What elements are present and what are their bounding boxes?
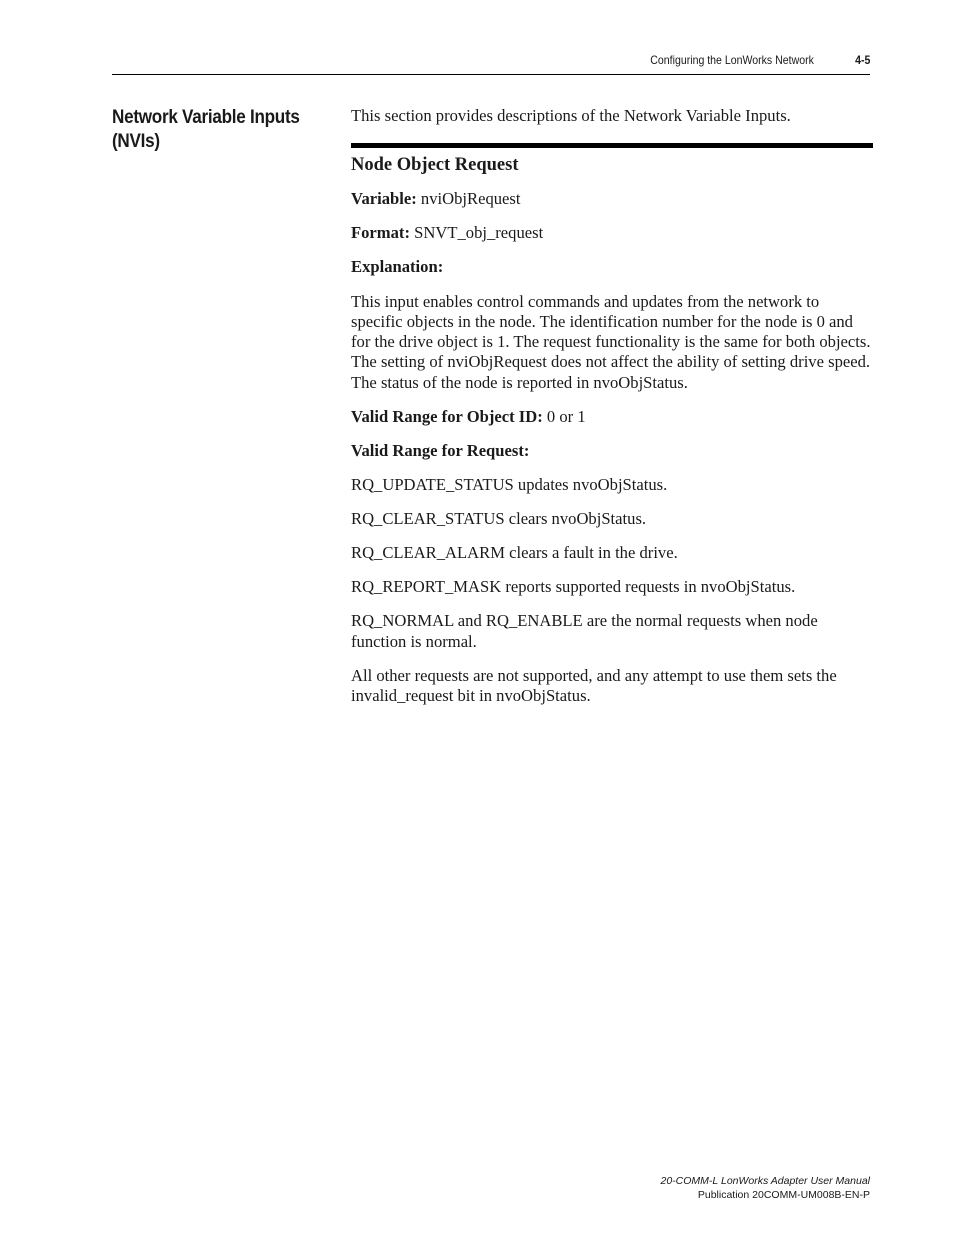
intro-paragraph: This section provides descriptions of the Network Variable Inputs. <box>351 106 791 125</box>
request-item: RQ_NORMAL and RQ_ENABLE are the normal requests when node function is normal. <box>351 611 818 651</box>
main-content <box>351 106 873 720</box>
section-rule <box>351 143 873 148</box>
request-item: RQ_UPDATE_STATUS updates nvoObjStatus. <box>351 475 668 495</box>
footer-manual-title: 20-COMM-L LonWorks Adapter User Manual <box>660 1175 870 1187</box>
object-id-label: Valid Range for Object ID: <box>351 406 543 426</box>
request-item: RQ_REPORT_MASK reports supported requests in nvoObjStatus. <box>351 577 796 597</box>
section-title: Node Object Request <box>351 155 519 176</box>
format-label: Format: <box>351 223 410 243</box>
object-id-value: 0 or 1 <box>546 406 586 426</box>
request-item: RQ_CLEAR_STATUS clears nvoObjStatus. <box>351 509 647 529</box>
footer-publication: Publication 20COMM-UM008B-EN-P <box>697 1189 870 1201</box>
variable-line <box>351 189 873 209</box>
variable-value: nviObjRequest <box>420 189 521 209</box>
format-value: SNVT_obj_request <box>414 223 544 243</box>
request-item: RQ_CLEAR_ALARM clears a fault in the drive. <box>351 543 678 563</box>
side-heading: Network Variable Inputs (NVIs) <box>112 107 300 152</box>
page-number: 4-5 <box>854 53 870 67</box>
explanation-label: Explanation: <box>351 257 444 277</box>
request-label: Valid Range for Request: <box>351 440 530 460</box>
request-item: All other requests are not supported, and any attempt to use them sets the invalid_request bit in nvoObjStatus. <box>351 665 837 706</box>
page-header <box>112 52 870 75</box>
format-line <box>351 223 873 243</box>
header-title: Configuring the LonWorks Network <box>650 53 814 67</box>
variable-label: Variable: <box>351 189 417 209</box>
object-id-line <box>351 407 873 427</box>
page-footer <box>661 1174 871 1202</box>
explanation-text: This input enables control commands and updates from the network to specific objects in the node. The identification number for the node is 0 and for the drive object is 1. The request functionality is the same for both objects. The setting of nviObjRequest does not affect the ability of setting drive speed. The status of the node is reported in nvoObjStatus. <box>351 291 871 392</box>
